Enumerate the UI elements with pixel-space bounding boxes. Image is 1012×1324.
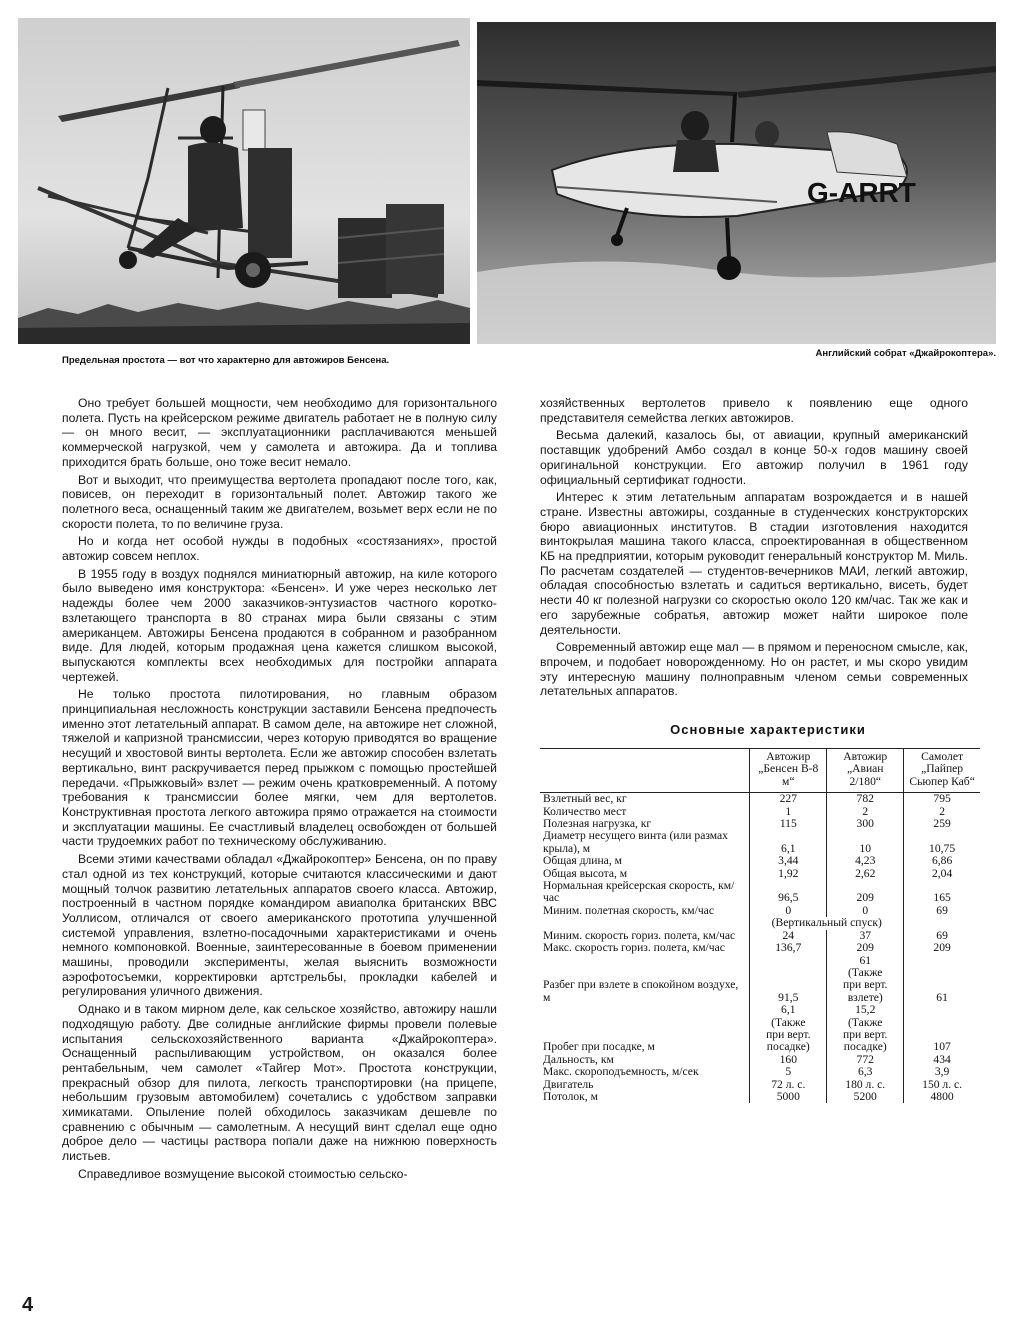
article-paragraph: Интерес к этим летательным аппаратам возрождается и в нашей стране. Известны автожиры, созданные в студенческих конструкторских бюро авиационных институтов. В стадии изготовления находится винтокрылая машина такого класса, спроектированная в общественном КБ на предприятии, которым руководит генеральный конструктор М. Миль. По расчетам создателей — студентов-вечерников МАИ, легкий автожир, обладая способностью взлетать и садиться вертикально, висеть, будет нести 40 кг полезной нагрузки со скоростью около 120 км/час. Так же как и его зарубежные собратья, автожир может найти широкое поле деятельности. (540, 490, 968, 637)
article-paragraph: Однако и в таком мирном деле, как сельское хозяйство, автожиру нашли подходящую работу. Две солидные английские фирмы провели полевые испытания сельскохозяйственного варианта «Джайрокоптера». Оснащенный распыливающим устройством, он оказался более рентабельным, чем самолет «Тайгер Мот». Простота конструкции, прекрасный обзор для пилота, легкость транспортировки (на прицепе, небольшим грузовым автомобилем) сочетались с удобством заправки химикатами. Опыление полей обходилось заказчикам дешевле по сравнению с обычным — самолетным. А несущий винт сделал еще одно доброе дело — частицы раствора попали даже на нижнюю поверхность листьев. (62, 1002, 497, 1164)
specs-cell: 10,75 (904, 830, 980, 855)
specs-note: (Вертикальный спуск) (750, 917, 904, 929)
specs-cell: 107 (904, 1004, 980, 1054)
registration-mark: G-ARRT (807, 177, 916, 208)
specs-row-label: Макс. скороподъемность, м/сек (543, 1065, 699, 1079)
specs-row-label: Миним. скорость гориз. полета, км/час (543, 928, 736, 942)
specs-row (540, 1004, 980, 1054)
specs-cell: 209 (904, 942, 980, 954)
specs-row-label: Полезная нагрузка, кг (543, 817, 652, 831)
specs-cell: 6,86 (904, 855, 980, 867)
specs-row (540, 905, 980, 917)
specs-cell: 6,1 (750, 830, 827, 855)
specs-row-label: Диаметр несущего винта (или размах крыла), м (543, 829, 728, 855)
specs-cell: 91,5 (750, 955, 827, 1005)
specs-cell: 165 (904, 880, 980, 905)
specs-note-row (540, 917, 980, 929)
specs-cell: 2 (827, 806, 904, 818)
specs-table (540, 748, 980, 1103)
specs-cell: 5 (750, 1066, 827, 1078)
specs-cell: 2 (904, 806, 980, 818)
specs-cell: 6,1 (Также при верт. посадке) (750, 1004, 827, 1054)
specs-header-col: Автожир „Бенсен В-8 м“ (750, 749, 827, 793)
specs-row-label: Взлетный вес, кг (543, 792, 627, 806)
specs-row (540, 955, 980, 1005)
specs-cell: 160 (750, 1054, 827, 1066)
article-paragraph: Вот и выходит, что преимущества вертолета пропадают после того, как, повисев, он переходит в горизонтальный полет. Автожир такого же полетного веса, оснащенный таким же двигателем, возьмет верх если не по скорости полета, то по величине груза. (62, 472, 497, 531)
specs-cell: 2,62 (827, 868, 904, 880)
specs-row-label: Пробег при посадке, м (543, 1040, 655, 1054)
specs-row (540, 793, 980, 806)
specs-cell: 1,92 (750, 868, 827, 880)
specs-header-label (540, 749, 750, 793)
specs-row (540, 830, 980, 855)
specs-row-label: Общая длина, м (543, 854, 622, 868)
specs-row-label: Количество мест (543, 804, 627, 818)
specs-cell: 37 (827, 930, 904, 942)
specs-cell: 772 (827, 1054, 904, 1066)
page-number: 4 (22, 1294, 34, 1316)
specs-cell: 209 (827, 942, 904, 954)
specs-header-col: Самолет „Пайпер Сьюпер Каб“ (904, 749, 980, 793)
specs-row-label: Разбег при взлете в спокойном воздухе, м (543, 978, 739, 1004)
article-paragraph: Современный автожир еще мал — в прямом и переносном смысле, как, впрочем, и подобает новорожденному. Но он растет, и мы скоро увидим эту интересную машину полноправным членом семьи современных летательных аппаратов. (540, 640, 968, 699)
specs-cell: 4,23 (827, 855, 904, 867)
specs-cell: 434 (904, 1054, 980, 1066)
specs-row (540, 942, 980, 954)
specs-cell: 0 (750, 905, 827, 917)
specs-cell: 61 (Также при верт. взлете) (827, 955, 904, 1005)
specs-cell: 5000 (750, 1091, 827, 1103)
specs-cell: 115 (750, 818, 827, 830)
specs-cell: 180 л. с. (827, 1079, 904, 1091)
specs-row-label: Макс. скорость гориз. полета, км/час (543, 941, 725, 955)
specs-cell: 10 (827, 830, 904, 855)
article-column-right (540, 396, 968, 702)
article-paragraph: Не только простота пилотирования, но главным образом принципиальная несложность конструкции заставили Бенсена предпочесть именно этот летательный аппарат. В самом деле, на автожире нет сложной, тяжелой и капризной трансмиссии, через которую приводятся во вращение несущий и хвостовой винты вертолета. Если же автожир способен взлетать вертикально, винт раскручивается перед прыжком с помощью простейшей передачи. «Прыжковый» взлет — режим очень кратковременный. А потому требования к трансмиссии более мягки, чем для вертолетов. Конструктивная простота легкого автожира прямо отражается на стоимости и эксплуатации машины. Ее счастливый владелец освобожден от большей части трудоемких работ по техническому обслуживанию. (62, 687, 497, 849)
specs-cell: 795 (904, 793, 980, 806)
photo-caption-right: Английский собрат «Джайрокоптера». (815, 348, 996, 359)
specs-cell: 209 (827, 880, 904, 905)
photo-g-arrt-autogyro (477, 22, 996, 344)
specs-cell: 5200 (827, 1091, 904, 1103)
specs-cell: 3,9 (904, 1066, 980, 1078)
specs-row-label: Нормальная крейсерская скорость, км/час (543, 879, 735, 905)
article-paragraph: В 1955 году в воздух поднялся миниатюрный автожир, на киле которого было выведено имя конструктора: «Бенсен». И уже через несколько лет надежды более чем 2000 заказчиков-энтузиастов частного коротко-взлетающего транспорта в 80 странах мира были связаны с этим американцем. Автожиры Бенсена продаются в собранном и разобранном виде. Для людей, которым продажная цена кажется слишком высокой, выпускаются комплекты всех необходимых для постройки аппарата чертежей. (62, 566, 497, 684)
specs-table-title: Основные характеристики (670, 722, 866, 737)
specs-cell: 782 (827, 793, 904, 806)
specs-row (540, 1091, 980, 1103)
specs-row-label: Общая высота, м (543, 866, 628, 880)
article-paragraph: Оно требует большей мощности, чем необходимо для горизонтального полета. Пусть на крейсерском режиме двигатель работает не в полную силу — он много весит, — эксплуатационники расплачиваются меньшей коммерческой нагрузкой, чем у самолета и автожира. Да и топлива приходится брать больше, оно тоже весит немало. (62, 396, 497, 469)
specs-cell: 150 л. с. (904, 1079, 980, 1091)
specs-cell: 15,2 (Также при верт. посадке) (827, 1004, 904, 1054)
specs-row (540, 1079, 980, 1091)
specs-header-col: Автожир „Авиан 2/180“ (827, 749, 904, 793)
specs-row-label: Миним. полетная скорость, км/час (543, 903, 714, 917)
specs-cell: 69 (904, 930, 980, 942)
specs-cell: 72 л. с. (750, 1079, 827, 1091)
specs-row (540, 1066, 980, 1078)
article-paragraph: Весьма далекий, казалось бы, от авиации, крупный американский поставщик удобрений Амбо создал в конце 50-х годов машину своей оригинальной конструкции. Его автожир получил в 1961 году официальный сертификат годности. (540, 428, 968, 487)
specs-cell: 0 (827, 905, 904, 917)
specs-row-label: Двигатель (543, 1077, 594, 1091)
specs-row (540, 880, 980, 905)
article-paragraph: Справедливое возмущение высокой стоимостью сельско- (78, 1166, 408, 1181)
specs-cell: 300 (827, 818, 904, 830)
article-paragraph: Но и когда нет особой нужды в подобных «состязаниях», простой автожир совсем неплох. (62, 534, 497, 564)
specs-row-label: Потолок, м (543, 1089, 598, 1103)
article-paragraph: хозяйственных вертолетов привело к появлению еще одного представителя семейства легких автожиров. (540, 396, 968, 425)
specs-cell: 69 (904, 905, 980, 917)
photo-bensen-gyrocopter (18, 18, 470, 344)
specs-row-label: Дальность, км (543, 1052, 614, 1066)
article-paragraph: Всеми этими качествами обладал «Джайрокоптер» Бенсена, он по праву стал одной из тех конструкций, которые считаются классическими и дают мощный толчок развитию летательных аппаратов своего класса. Автожир, построенный в частном порядке командиром авиаполка британских ВВС Уоллисом, отличался от своего американского прототипа улучшенной системой управления, взлетно-посадочными характеристиками и очень немного компоновкой. Военные, заинтересованные в боевом применении машины, проводили эксперименты, желая выяснить возможности аэрофотосъемки, корректировки артстрельбы, прокладки кабелей и регулирования уличного движения. (62, 852, 497, 999)
specs-cell: 1 (750, 806, 827, 818)
specs-cell: 136,7 (750, 942, 827, 954)
specs-cell: 4800 (904, 1091, 980, 1103)
specs-cell: 227 (750, 793, 827, 806)
specs-cell: 2,04 (904, 868, 980, 880)
specs-cell: 24 (750, 930, 827, 942)
specs-cell: 96,5 (750, 880, 827, 905)
article-column-left (62, 396, 497, 1185)
specs-row (540, 855, 980, 867)
photo-caption-left: Предельная простота — вот что характерно для автожиров Бенсена. (62, 355, 390, 366)
specs-cell: 61 (904, 955, 980, 1005)
specs-cell: 3,44 (750, 855, 827, 867)
specs-cell: 6,3 (827, 1066, 904, 1078)
specs-cell: 259 (904, 818, 980, 830)
